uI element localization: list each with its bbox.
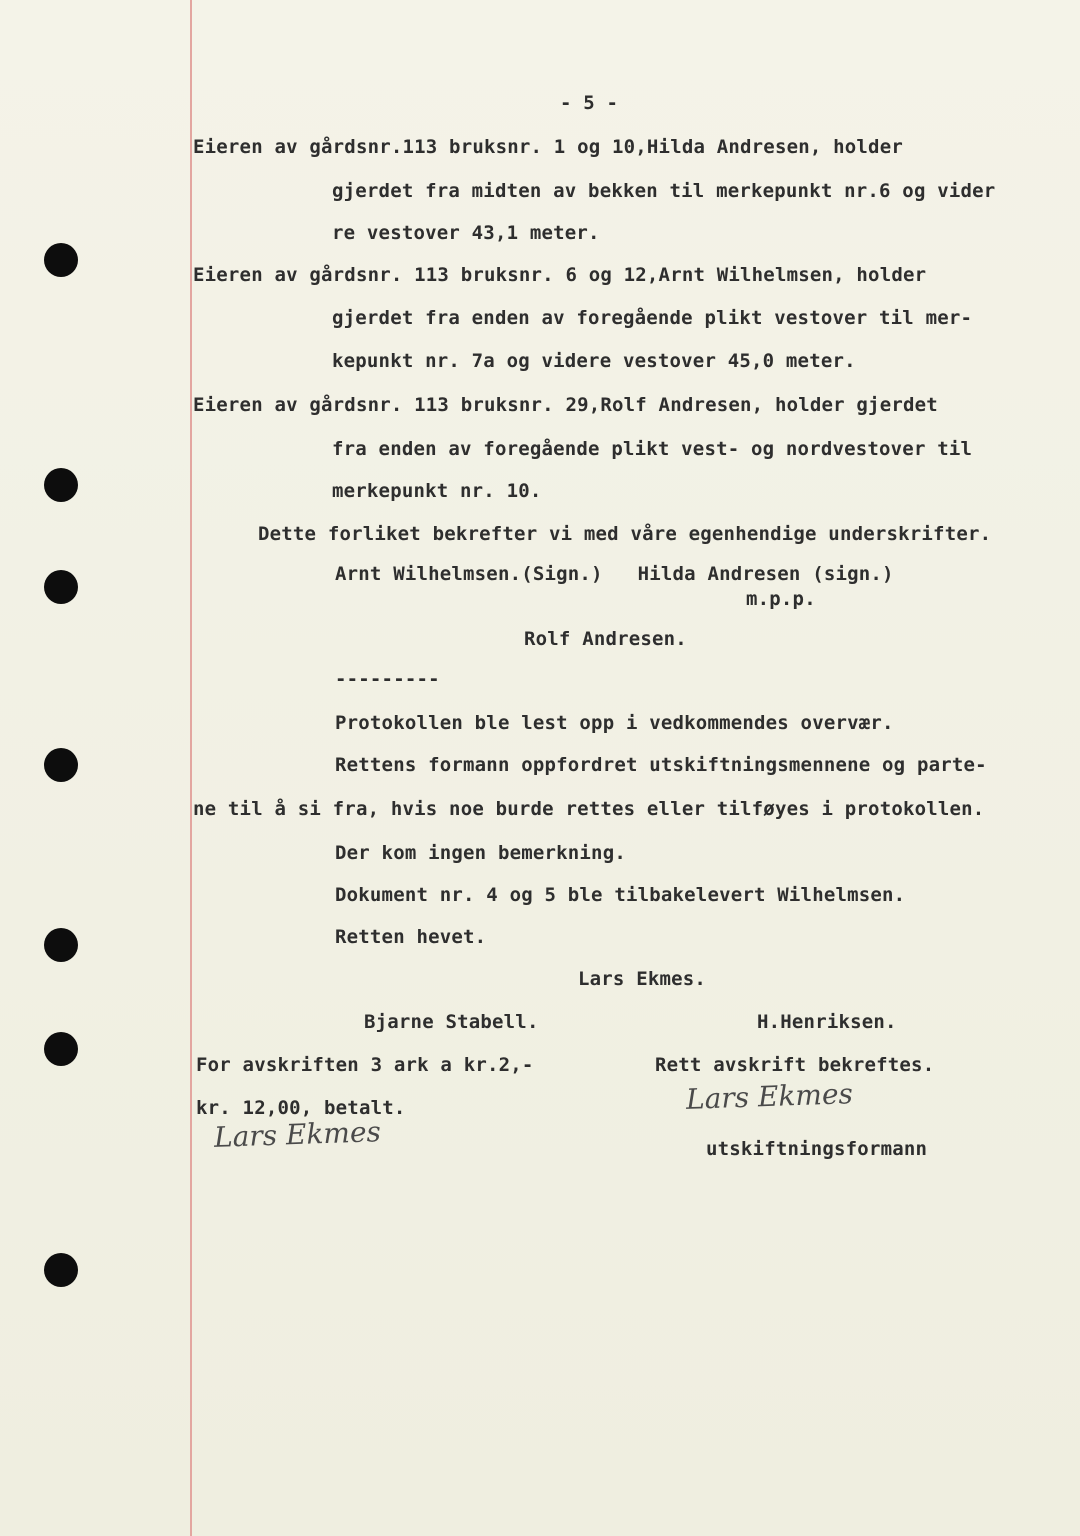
text-line: For avskriften 3 ark a kr.2,- — [196, 1054, 534, 1076]
text-line: Dette forliket bekrefter vi med våre egenhendige underskrifter. — [258, 523, 992, 545]
text-line: merkepunkt nr. 10. — [332, 480, 542, 502]
text-line: fra enden av foregående plikt vest- og nordvestover til — [332, 438, 973, 460]
signature-line: Lars Ekmes. — [578, 968, 707, 990]
text-line: Rettens formann oppfordret utskiftningsmennene og parte- — [335, 754, 987, 776]
text-line: utskiftningsformann — [706, 1138, 928, 1160]
page-number: - 5 - — [560, 92, 619, 114]
margin-line — [190, 0, 192, 1536]
text-line: kr. 12,00, betalt. — [196, 1097, 406, 1119]
handwritten-signature: Lars Ekmes — [213, 1115, 382, 1154]
text-line: Retten hevet. — [335, 926, 487, 948]
text-line: Eieren av gårdsnr. 113 bruksnr. 29,Rolf Andresen, holder gjerdet — [193, 394, 938, 416]
punch-hole — [44, 748, 78, 782]
text-line: gjerdet fra midten av bekken til merkepunkt nr.6 og vider — [332, 180, 996, 202]
handwritten-signature: Lars Ekmes — [685, 1077, 854, 1116]
text-line: re vestover 43,1 meter. — [332, 222, 600, 244]
text-line: Der kom ingen bemerkning. — [335, 842, 626, 864]
text-line: Eieren av gårdsnr. 113 bruksnr. 6 og 12,Arnt Wilhelmsen, holder — [193, 264, 927, 286]
text-line: ne til å si fra, hvis noe burde rettes eller tilføyes i protokollen. — [193, 798, 985, 820]
text-line: Eieren av gårdsnr.113 bruksnr. 1 og 10,Hilda Andresen, holder — [193, 136, 903, 158]
punch-hole — [44, 570, 78, 604]
text-line: kepunkt nr. 7a og videre vestover 45,0 meter. — [332, 350, 856, 372]
punch-hole — [44, 1032, 78, 1066]
punch-hole — [44, 928, 78, 962]
text-line: Dokument nr. 4 og 5 ble tilbakelevert Wilhelmsen. — [335, 884, 906, 906]
punch-hole — [44, 1253, 78, 1287]
signature-note: m.p.p. — [746, 588, 816, 610]
punch-hole — [44, 468, 78, 502]
signature-line: Rolf Andresen. — [524, 628, 687, 650]
text-line: gjerdet fra enden av foregående plikt vestover til mer- — [332, 307, 973, 329]
text-line: Rett avskrift bekreftes. — [655, 1054, 935, 1076]
signature-line: H.Henriksen. — [757, 1011, 897, 1033]
signature-line: Arnt Wilhelmsen.(Sign.) Hilda Andresen (sign.) — [335, 563, 894, 585]
signature-line: Bjarne Stabell. — [364, 1011, 539, 1033]
punch-hole — [44, 243, 78, 277]
text-line: Protokollen ble lest opp i vedkommendes overvær. — [335, 712, 894, 734]
separator: --------- — [335, 668, 440, 690]
